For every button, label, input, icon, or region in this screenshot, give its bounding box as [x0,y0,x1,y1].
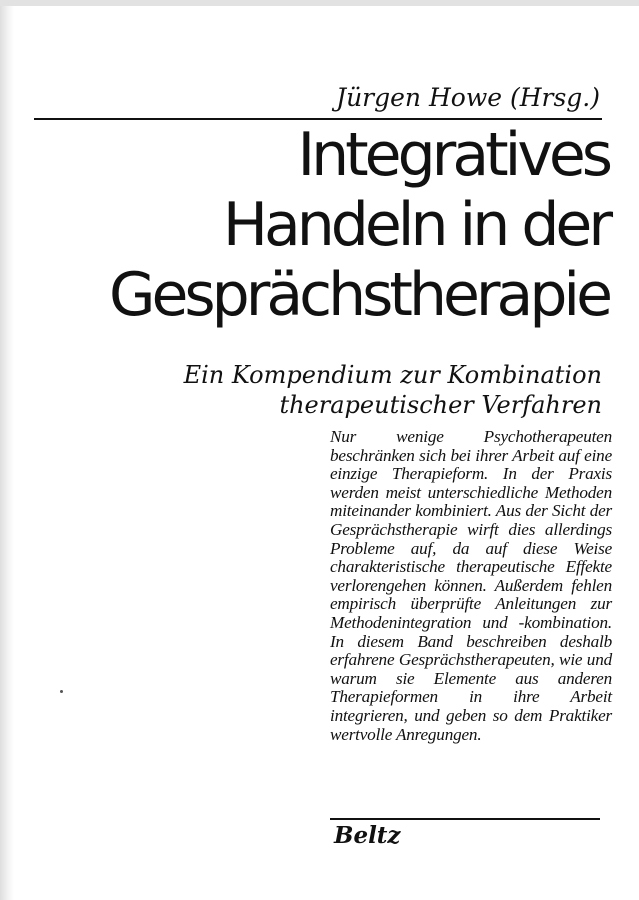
subtitle-line-2: therapeutischer Verfahren [279,391,602,419]
scan-top-edge [0,0,639,6]
scan-speck [60,690,63,693]
blurb-text: Nur wenige Psychotherapeuten beschränken sich bei ihrer Arbeit auf eine einzige Therapieform. In der Praxis werden meist unterschiedliche Methoden miteinander kombiniert. Aus der Sicht der Gesprächstherapie wirft dies allerdings Probleme auf, da auf diese Weise charakteristische therapeutische Effekte verlorengehen können. Außerdem fehlen empirisch überprüfte Anleitungen zur Methodenintegration und -kombination. In diesem Band beschreiben deshalb erfahrene Gesprächstherapeuten, wie und warum sie Elemente aus anderen Therapieformen in ihre Arbeit integrieren, und geben so dem Praktiker wertvolle Anregungen. [330,427,612,744]
editor-name: Jürgen Howe (Hrsg.) [336,83,600,112]
subtitle-line-1: Ein Kompendium zur Kombination [183,361,602,389]
publisher-name: Beltz [334,822,401,849]
book-subtitle [82,360,602,420]
title-line-3: Gesprächstherapie [108,260,609,330]
bottom-divider-rule [330,818,600,820]
title-line-1: Integratives [297,120,609,190]
title-line-2: Handeln in der [222,190,609,260]
book-title [9,120,609,330]
